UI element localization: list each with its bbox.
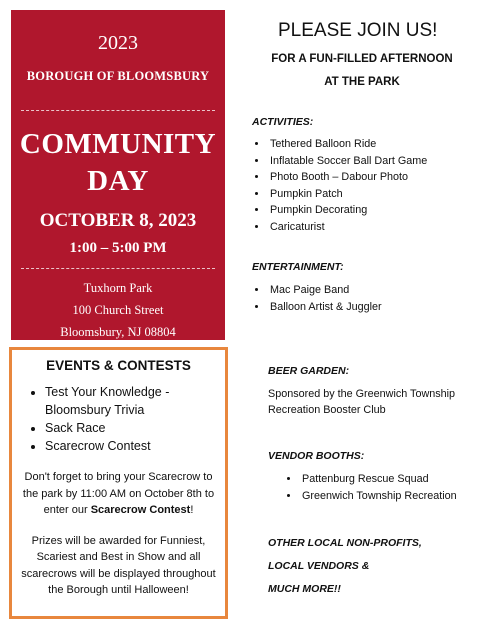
activities-list [252,136,427,236]
beer-garden-sponsor: Sponsored by the Greenwich Township Recreation Booster Club [268,388,456,416]
event-banner [11,10,225,340]
reminder-text-end: ! [190,504,194,516]
vendor-booths-heading: VENDOR BOOTHS: [268,450,365,462]
prizes-note: Prizes will be awarded for Funniest, Scariest and Best in Show and all scarecrows will be displayed throughout the Borough until Halloween! [21,534,216,596]
reminder-contest-name: Scarecrow Contest [90,504,191,516]
closing-line1: OTHER LOCAL NON-PROFITS, [268,537,422,549]
list-item: • Pattenburg Rescue Squad [300,471,457,488]
borough-name: BOROUGH OF BLOOMSBURY [26,69,210,83]
activities-heading: ACTIVITIES: [252,116,314,128]
list-item: • Photo Booth – Dabour Photo [268,169,427,186]
venue-city: Bloomsbury, NJ 08804 [60,325,176,339]
subheadline-line1: FOR A FUN-FILLED AFTERNOON [271,53,453,65]
events-list [12,383,225,455]
list-item: • Greenwich Township Recreation [300,488,457,505]
reminder-text: Don't forget to bring your Scarecrow to the park by 11:00 AM on October 8th to enter our [22,471,215,516]
divider [21,110,215,111]
list-item: • Inflatable Soccer Ball Dart Game [268,153,427,170]
list-item: • Pumpkin Decorating [268,202,427,219]
scarecrow-reminder [18,469,219,519]
venue-name: Tuxhorn Park [83,281,153,295]
list-item: • Test Your Knowledge - Bloomsbury Trivia [45,383,225,419]
event-title-line1: COMMUNITY [19,128,217,160]
list-item: • Mac Paige Band [268,282,382,299]
event-date: OCTOBER 8, 2023 [39,210,197,231]
events-contests-box [9,347,228,619]
vendor-list [284,471,457,504]
closing-line2: LOCAL VENDORS & [268,560,370,572]
subheadline-line2: AT THE PARK [324,76,400,88]
list-item: • Tethered Balloon Ride [268,136,427,153]
headline: PLEASE JOIN US! [278,20,438,41]
list-item: • Scarecrow Contest [45,437,225,455]
entertainment-list [252,282,382,315]
event-time: 1:00 – 5:00 PM [69,240,167,256]
list-item: • Pumpkin Patch [268,186,427,203]
entertainment-heading: ENTERTAINMENT: [252,261,344,273]
events-heading: EVENTS & CONTESTS [46,358,191,373]
list-item: • Balloon Artist & Juggler [268,299,382,316]
event-year: 2023 [98,32,138,54]
list-item: • Caricaturist [268,219,427,236]
closing-line3: MUCH MORE!! [268,583,341,595]
venue-street: 100 Church Street [72,303,164,317]
event-title-line2: DAY [87,165,149,197]
beer-garden-heading: BEER GARDEN: [268,365,350,377]
list-item: • Sack Race [45,419,225,437]
divider [21,268,215,269]
